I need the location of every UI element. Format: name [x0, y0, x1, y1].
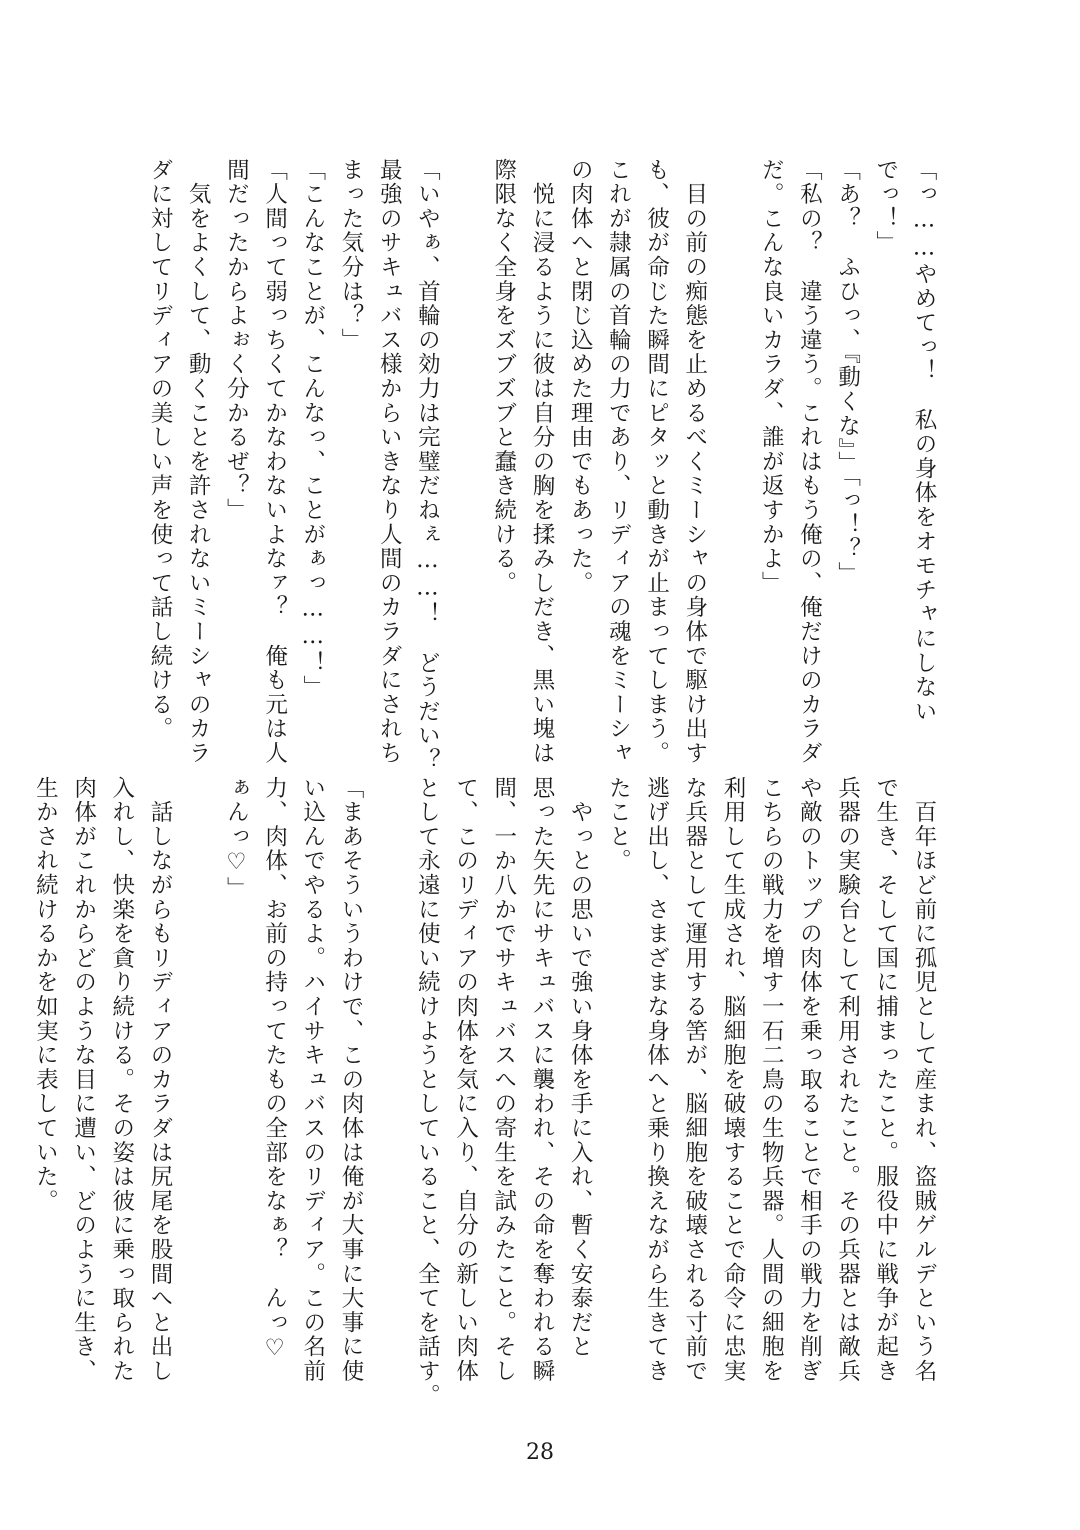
text-line: 間だったからよぉく分かるぜ？」	[223, 158, 250, 523]
text-line: や敵のトップの肉体を乗っ取ることで相手の戦力を削ぎ	[796, 776, 823, 1384]
text-line: な兵器として運用する筈が、脳細胞を破壊される寸前で	[681, 776, 708, 1384]
text-line: 肉体がこれからどのような目に遭い、どのように生き、	[70, 776, 97, 1384]
text-line: まった気分は？」	[337, 158, 364, 353]
text-line: て、このリディアの肉体を気に入り、自分の新しい肉体	[452, 776, 479, 1384]
text-line: 間、一か八かでサキュバスへの寄生を試みたこと。そし	[490, 776, 517, 1384]
text-line: 際限なく全身をズブズブと蠢き続ける。	[490, 158, 517, 596]
text-line: 「あ？ ふひっ、『動くな』」「っ！？」	[834, 158, 861, 586]
text-line: やっとの思いで強い身体を手に入れ、暫く安泰だと	[567, 776, 594, 1360]
text-line: 思った矢先にサキュバスに襲われ、その命を奪われる瞬	[528, 776, 555, 1384]
text-line: たこと。	[605, 776, 632, 874]
text-line: 兵器の実験台として利用されたこと。その兵器とは敵兵	[834, 776, 861, 1384]
text-line: だ。こんな良いカラダ、誰が返すかよ」	[758, 158, 785, 596]
text-line: 目の前の痴態を止めるべくミーシャの身体で駆け出す	[681, 158, 708, 766]
text-line: 気をよくして、動くことを許されないミーシャのカラ	[185, 158, 212, 766]
text-line: 「こんなことが、こんなっ、ことがぁっ……！」	[299, 158, 326, 700]
text-line: 力、肉体、お前の持ってたもの全部をなぁ？ んっ♡	[261, 776, 288, 1363]
paragraph-gap	[179, 776, 217, 1388]
text-line: でっ！」	[872, 158, 899, 256]
text-line: い込んでやるよ。ハイサキュバスのリディア。この名前	[299, 776, 326, 1384]
paragraph-gap	[446, 158, 484, 738]
upper-text-block	[143, 158, 943, 773]
text-line: 生かされ続けるかを如実に表していた。	[32, 776, 59, 1214]
text-line: も、彼が命じた瞬間にピタッと動きが止まってしまう。	[643, 158, 670, 766]
text-line: 最強のサキュバス様からいきなり人間のカラダにされち	[376, 158, 403, 766]
paragraph-gap	[714, 158, 752, 738]
text-line: 「っ……やめてっ！ 私の身体をオモチャにしない	[911, 158, 937, 724]
text-line: として永遠に使い続けようとしていること、全てを話す。	[414, 776, 441, 1408]
lower-text-block	[32, 776, 943, 1408]
text-line: 入れし、快楽を貪り続ける。その姿は彼に乗っ取られた	[108, 776, 135, 1384]
text-line: ダに対してリディアの美しい声を使って話し続ける。	[146, 158, 173, 742]
text-line: 「まあそういうわけで、この肉体は俺が大事に大事に使	[337, 776, 364, 1384]
text-line: こちらの戦力を増す一石二鳥の生物兵器。人間の細胞を	[758, 776, 785, 1384]
text-line: 利用して生成され、脳細胞を破壊することで命令に忠実	[719, 776, 746, 1384]
text-line: これが隷属の首輪の力であり、リディアの魂をミーシャ	[605, 158, 632, 766]
text-line: 百年ほど前に孤児として産まれ、盗賊ゲルデという名	[911, 776, 937, 1384]
text-line: ぁんっ♡」	[223, 776, 250, 901]
text-line: 「いやぁ、首輪の効力は完璧だねぇ……！ どうだい？	[414, 158, 441, 773]
paragraph-gap	[370, 776, 408, 1388]
text-line: 「私の？ 違う違う。これはもう俺の、俺だけのカラダ	[796, 158, 823, 766]
page-number: 28	[526, 1440, 554, 1465]
text-line: 「人間って弱っちくてかなわないよなァ？ 俺も元は人	[261, 158, 288, 766]
text-line: で生き、そして国に捕まったこと。服役中に戦争が起き	[872, 776, 899, 1384]
text-line: の肉体へと閉じ込めた理由でもあった。	[567, 158, 594, 596]
text-line: 悦に浸るように彼は自分の胸を揉みしだき、黒い塊は	[528, 158, 555, 766]
text-line: 逃げ出し、さまざまな身体へと乗り換えながら生きてき	[643, 776, 670, 1384]
text-line: 話しながらもリディアのカラダは尻尾を股間へと出し	[146, 776, 173, 1384]
